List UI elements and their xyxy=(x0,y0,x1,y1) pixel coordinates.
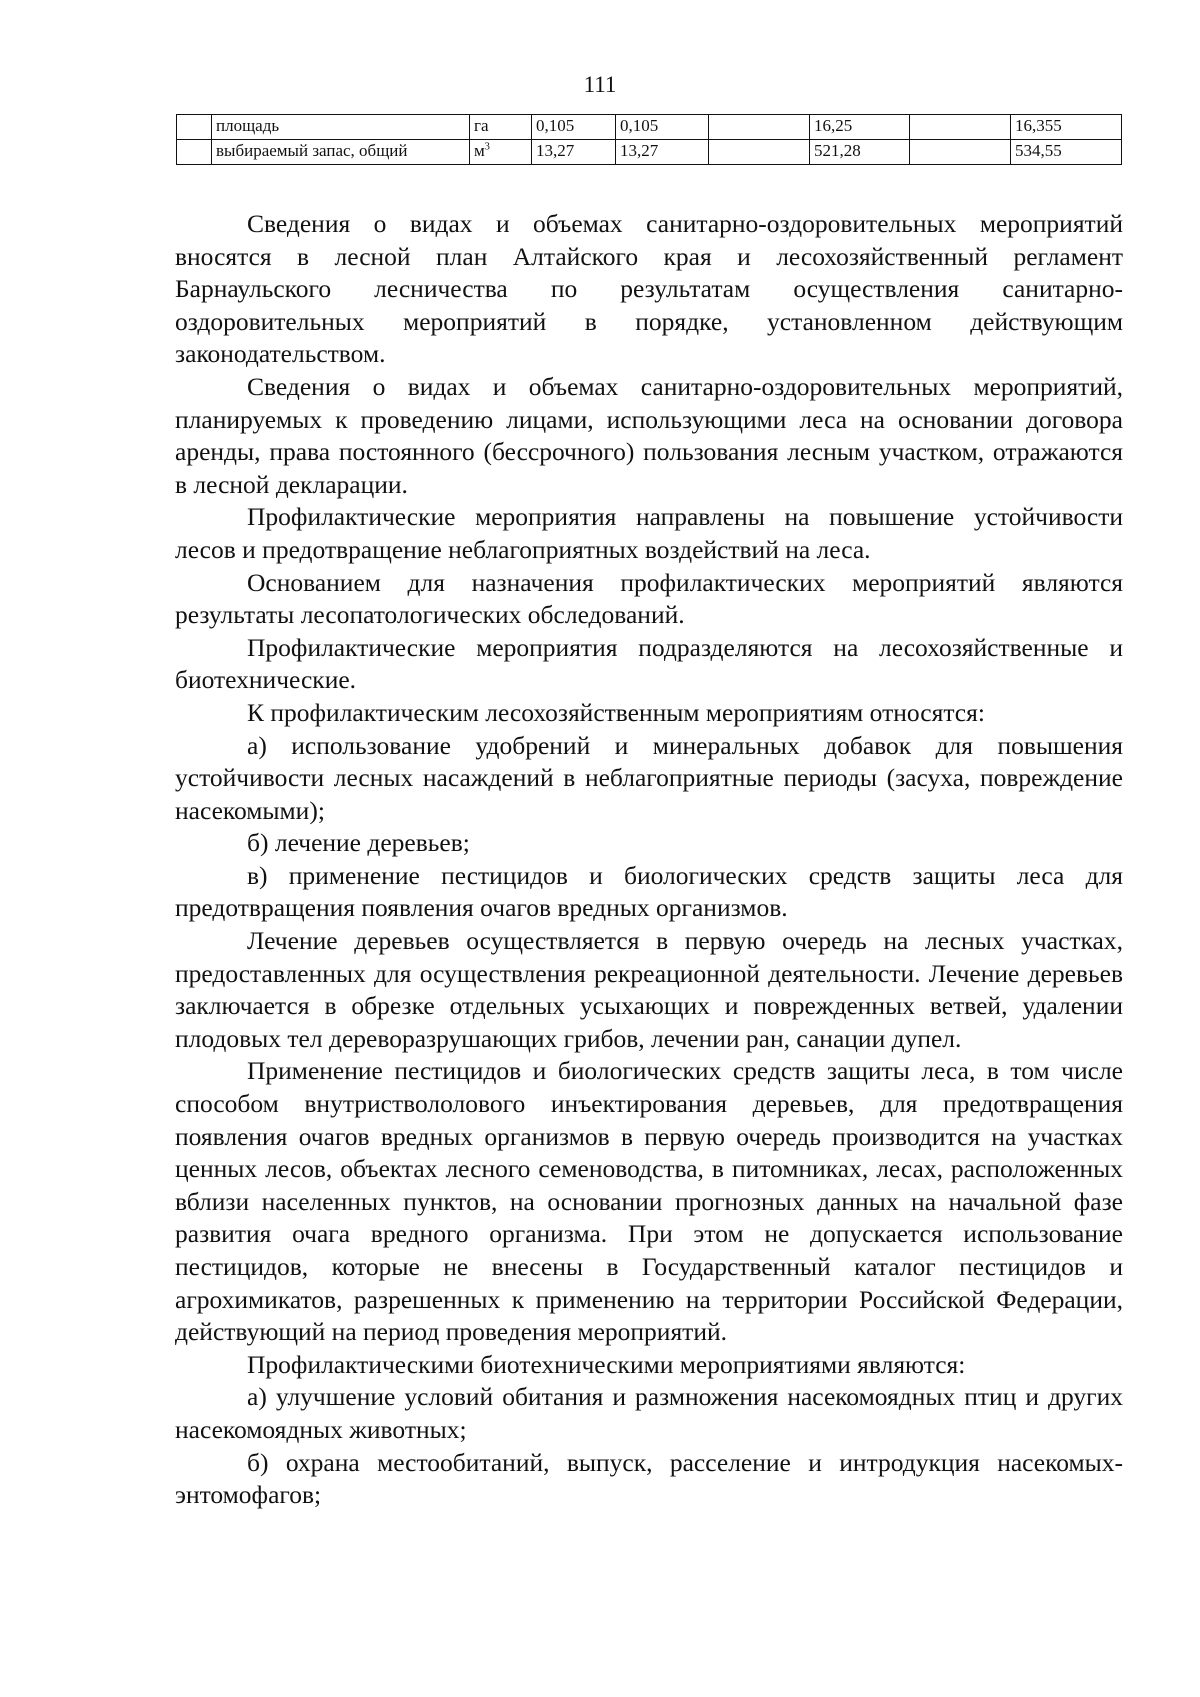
paragraph: Профилактическими биотехническими мероприятиями являются: xyxy=(247,1349,966,1379)
paragraph: К профилактическим лесохозяйственным мероприятиям относятся: xyxy=(247,697,985,727)
page-number: 111 xyxy=(583,72,617,97)
body-text xyxy=(175,208,1123,1512)
paragraph: б) лечение деревьев; xyxy=(247,828,470,858)
paragraph: Применение пестицидов и биологических средств защиты леса, в том числе способом внутриствололового инъектирования деревьев, для предотвращения появления очагов вредных организмов в первую очередь производится на участках ценных лесов, объектах лесного семеноводства, в питомниках, лесах, расположенных вблизи населенных пунктов, на основании прогнозных данных на начальной фазе развития очага вредного организма. При этом не допускается использование пестицидов, которые не внесены в Государственный каталог пестицидов и агрохимикатов, разрешенных к применению на территории Российской Федерации, действующий на период проведения мероприятий. xyxy=(175,1056,1123,1347)
table-cell: площадь xyxy=(212,115,470,140)
table-row xyxy=(177,115,1122,140)
data-table xyxy=(176,114,1122,165)
paragraph: б) охрана местообитаний, выпуск, расселение и интродукция насекомых-энтомофагов; xyxy=(175,1447,1123,1510)
paragraph: в) применение пестицидов и биологических средств защиты леса для предотвращения появления очагов вредных организмов. xyxy=(175,860,1123,923)
table-cell xyxy=(709,140,810,165)
paragraph: Профилактические мероприятия подразделяются на лесохозяйственные и биотехнические. xyxy=(175,632,1123,695)
table-cell: выбираемый запас, общий xyxy=(212,140,470,165)
paragraph: а) улучшение условий обитания и размножения насекомоядных птиц и других насекомоядных животных; xyxy=(175,1382,1123,1444)
table-cell: 0,105 xyxy=(616,115,709,140)
paragraph: Лечение деревьев осуществляется в первую очередь на лесных участках, предоставленных для осуществления рекреационной деятельности. Лечение деревьев заключается в обрезке отдельных усыхающих и поврежденных ветвей, удалении плодовых тел дереворазрушающих грибов, лечении ран, санации дупел. xyxy=(175,926,1123,1053)
table-cell: 16,25 xyxy=(810,115,910,140)
paragraph: Сведения о видах и объемах санитарно-оздоровительных мероприятий, планируемых к проведению лицами, использующими леса на основании договора аренды, права постоянного (бессрочного) пользования лесным участком, отражаются в лесной декларации. xyxy=(175,371,1123,499)
unit-text: м xyxy=(474,141,485,160)
table-cell xyxy=(910,140,1011,165)
paragraph: Сведения о видах и объемах санитарно-оздоровительных мероприятий вносятся в лесной план Алтайского края и лесохозяйственный регламент Барнаульского лесничества по результатам осуществления санитарно-оздоровительных мероприятий в порядке, установленном действующим законодательством. xyxy=(175,209,1123,369)
table-cell: га xyxy=(470,115,532,140)
table-cell xyxy=(709,115,810,140)
table-cell: 16,355 xyxy=(1011,115,1122,140)
table-cell xyxy=(177,140,212,165)
table-cell: 13,27 xyxy=(616,140,709,165)
unit-superscript: 3 xyxy=(484,141,490,153)
table-cell xyxy=(910,115,1011,140)
table-cell: 521,28 xyxy=(810,140,910,165)
table-cell: 534,55 xyxy=(1011,140,1122,165)
table-cell xyxy=(177,115,212,140)
paragraph: Основанием для назначения профилактических мероприятий являются результаты лесопатологических обследований. xyxy=(175,567,1123,630)
table-cell: 0,105 xyxy=(532,115,616,140)
table-cell-unit xyxy=(470,140,532,165)
paragraph: а) использование удобрений и минеральных добавок для повышения устойчивости лесных насаждений в неблагоприятные периоды (засуха, повреждение насекомыми); xyxy=(175,730,1123,825)
table-cell: 13,27 xyxy=(532,140,616,165)
paragraph: Профилактические мероприятия направлены на повышение устойчивости лесов и предотвращение неблагоприятных воздействий на леса. xyxy=(175,502,1123,564)
table-row xyxy=(177,140,1122,165)
